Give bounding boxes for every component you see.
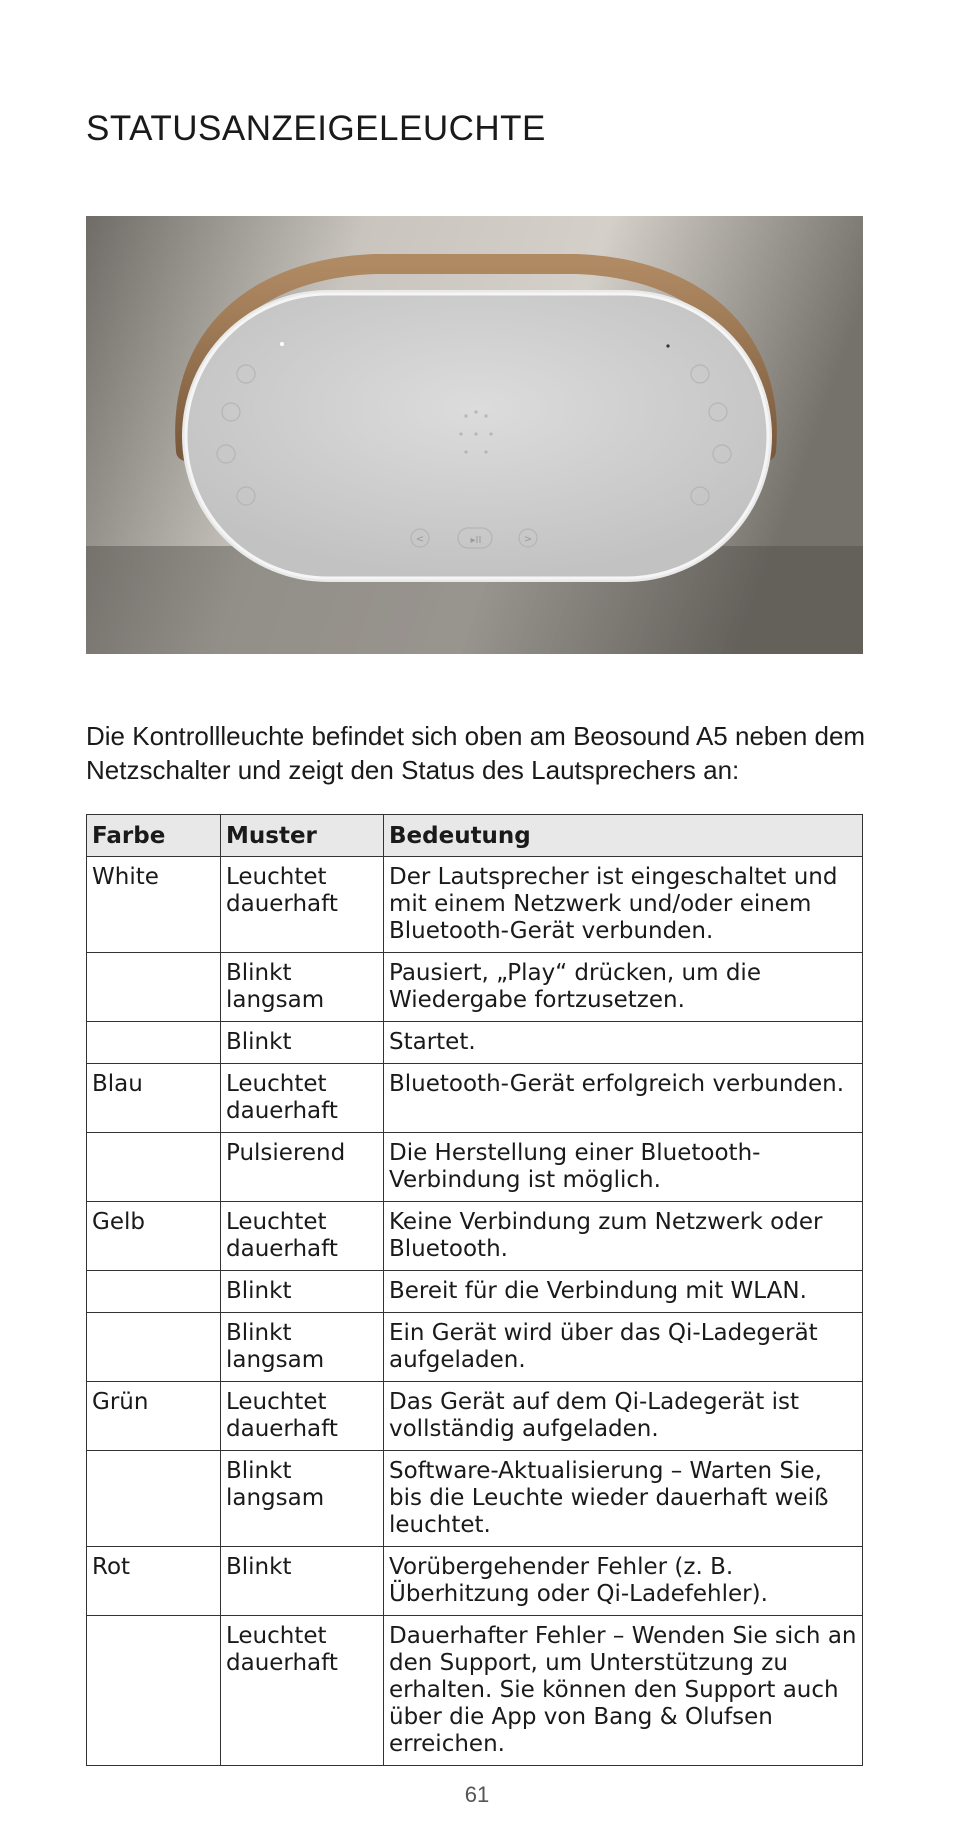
cell-farbe: Rot (87, 1547, 221, 1616)
table-row (87, 1547, 863, 1616)
cell-farbe: Grün (87, 1382, 221, 1451)
cell-bedeutung: Das Gerät auf dem Qi-Ladegerät ist vollständig aufgeladen. (384, 1382, 863, 1451)
cell-farbe: Gelb (87, 1202, 221, 1271)
next-icon: > (523, 534, 533, 545)
header-bedeutung: Bedeutung (384, 815, 863, 857)
intro-text: Die Kontrollleuchte befindet sich oben am Beosound A5 neben dem Netzschalter und zeigt den Status des Lautsprechers an: (86, 721, 866, 785)
status-light-icon (280, 342, 284, 346)
cell-farbe (87, 1313, 221, 1382)
power-button-icon (666, 344, 669, 347)
cell-bedeutung: Vorübergehender Fehler (z. B. Überhitzung oder Qi-Ladefehler). (384, 1547, 863, 1616)
table-body (87, 857, 863, 1766)
cell-farbe (87, 1271, 221, 1313)
cell-muster: Pulsierend (221, 1133, 384, 1202)
cell-muster: Blinkt langsam (221, 953, 384, 1022)
cell-bedeutung: Keine Verbindung zum Netzwerk oder Bluetooth. (384, 1202, 863, 1271)
cell-farbe (87, 953, 221, 1022)
cell-farbe (87, 1616, 221, 1766)
cell-muster: Leuchtet dauerhaft (221, 857, 384, 953)
table-row (87, 1313, 863, 1382)
table-row (87, 1451, 863, 1547)
cell-muster: Blinkt langsam (221, 1451, 384, 1547)
cell-muster: Blinkt (221, 1271, 384, 1313)
cell-bedeutung: Pausiert, „Play“ drücken, um die Wiedergabe fortzusetzen. (384, 953, 863, 1022)
cell-bedeutung: Ein Gerät wird über das Qi-Ladegerät aufgeladen. (384, 1313, 863, 1382)
previous-icon: < (415, 534, 425, 545)
table-row (87, 953, 863, 1022)
cell-muster: Leuchtet dauerhaft (221, 1202, 384, 1271)
cell-bedeutung: Die Herstellung einer Bluetooth-Verbindung ist möglich. (384, 1133, 863, 1202)
product-photo (86, 216, 863, 654)
table-row (87, 857, 863, 953)
table-row (87, 1202, 863, 1271)
header-farbe: Farbe (87, 815, 221, 857)
cell-farbe: White (87, 857, 221, 953)
cell-farbe: Blau (87, 1064, 221, 1133)
cell-muster: Blinkt (221, 1547, 384, 1616)
page-number: 61 (464, 1782, 490, 1807)
cell-muster: Blinkt langsam (221, 1313, 384, 1382)
table-row (87, 1616, 863, 1766)
cell-farbe (87, 1451, 221, 1547)
table-row (87, 1022, 863, 1064)
play-pause-icon: ▸II (470, 535, 482, 546)
table-row (87, 1382, 863, 1451)
status-table (86, 814, 863, 1766)
cell-bedeutung: Startet. (384, 1022, 863, 1064)
cell-bedeutung: Der Lautsprecher ist eingeschaltet und mit einem Netzwerk und/oder einem Bluetooth-Gerät verbunden. (384, 857, 863, 953)
cell-bedeutung: Dauerhafter Fehler – Wenden Sie sich an den Support, um Unterstützung zu erhalten. Sie können den Support auch über die App von Bang & Olufsen erreichen. (384, 1616, 863, 1766)
cell-muster: Blinkt (221, 1022, 384, 1064)
cell-muster: Leuchtet dauerhaft (221, 1064, 384, 1133)
table-header-row (87, 815, 863, 857)
cell-bedeutung: Bluetooth-Gerät erfolgreich verbunden. (384, 1064, 863, 1133)
cell-farbe (87, 1022, 221, 1064)
cell-muster: Leuchtet dauerhaft (221, 1616, 384, 1766)
cell-bedeutung: Software-Aktualisierung – Warten Sie, bis die Leuchte wieder dauerhaft weiß leuchtet. (384, 1451, 863, 1547)
table-row (87, 1133, 863, 1202)
cell-muster: Leuchtet dauerhaft (221, 1382, 384, 1451)
cell-bedeutung: Bereit für die Verbindung mit WLAN. (384, 1271, 863, 1313)
cell-farbe (87, 1133, 221, 1202)
table-row (87, 1064, 863, 1133)
page-title: STATUSANZEIGELEUCHTE (86, 109, 546, 148)
header-muster: Muster (221, 815, 384, 857)
table-row (87, 1271, 863, 1313)
